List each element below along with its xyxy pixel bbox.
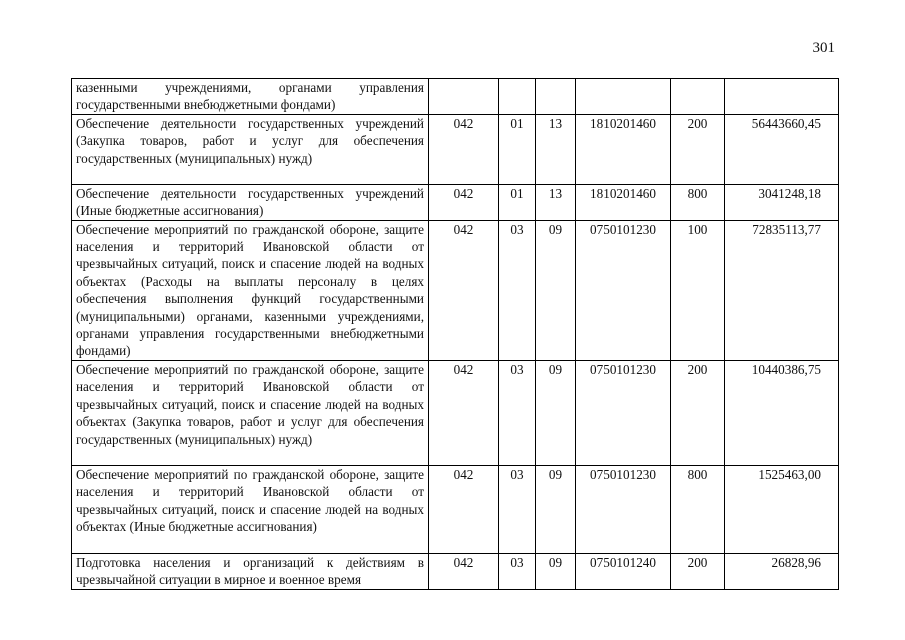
- row-type: 200: [671, 114, 725, 184]
- row-description: Обеспечение мероприятий по гражданской обороне, защите населения и территорий Ивановской области от чрезвычайных ситуаций, поиск и спасение людей на водных объектах (Расходы на выплаты персоналу в целях обеспечения выполнения функций государственными (муниципальными) органами, казенными учреждениями, органами управления государственными внебюджетными фондами): [72, 220, 429, 360]
- row-amount: 26828,96: [725, 553, 839, 589]
- row-code: 042: [429, 184, 499, 220]
- row-subsection: 09: [536, 465, 576, 553]
- row-target: 0750101230: [576, 465, 671, 553]
- row-amount: 1525463,00: [725, 465, 839, 553]
- row-target: 1810201460: [576, 184, 671, 220]
- row-code: 042: [429, 360, 499, 465]
- row-description: казенными учреждениями, органами управления государственными внебюджетными фондами): [72, 79, 429, 115]
- row-target: 0750101240: [576, 553, 671, 589]
- row-description: Обеспечение мероприятий по гражданской обороне, защите населения и территорий Ивановской области от чрезвычайных ситуаций, поиск и спасение людей на водных объектах (Закупка товаров, работ и услуг для обеспечения государственных (муниципальных) нужд): [72, 360, 429, 465]
- row-type: 200: [671, 360, 725, 465]
- row-code: 042: [429, 465, 499, 553]
- row-target: 0750101230: [576, 360, 671, 465]
- row-target: 1810201460: [576, 114, 671, 184]
- row-description: Обеспечение деятельности государственных учреждений (Иные бюджетные ассигнования): [72, 184, 429, 220]
- row-subsection: 09: [536, 220, 576, 360]
- row-amount: 3041248,18: [725, 184, 839, 220]
- row-subsection: 13: [536, 114, 576, 184]
- row-code: 042: [429, 220, 499, 360]
- row-subsection: 09: [536, 360, 576, 465]
- row-section: 03: [499, 553, 536, 589]
- row-section: 01: [499, 114, 536, 184]
- row-amount: 10440386,75: [725, 360, 839, 465]
- row-section: [499, 79, 536, 115]
- row-target: [576, 79, 671, 115]
- row-type: 200: [671, 553, 725, 589]
- row-amount: [725, 79, 839, 115]
- row-amount: 56443660,45: [725, 114, 839, 184]
- table-row: [72, 553, 839, 589]
- row-subsection: 13: [536, 184, 576, 220]
- row-type: 800: [671, 465, 725, 553]
- table-row: [72, 114, 839, 184]
- row-type: 100: [671, 220, 725, 360]
- row-code: 042: [429, 114, 499, 184]
- table-row: [72, 360, 839, 465]
- table-row: [72, 184, 839, 220]
- row-target: 0750101230: [576, 220, 671, 360]
- row-section: 03: [499, 360, 536, 465]
- row-type: 800: [671, 184, 725, 220]
- table-row: [72, 79, 839, 115]
- row-subsection: 09: [536, 553, 576, 589]
- row-code: [429, 79, 499, 115]
- row-subsection: [536, 79, 576, 115]
- row-section: 03: [499, 220, 536, 360]
- budget-table: [71, 78, 839, 590]
- row-description: Обеспечение деятельности государственных учреждений (Закупка товаров, работ и услуг для обеспечения государственных (муниципальных) нужд): [72, 114, 429, 184]
- row-code: 042: [429, 553, 499, 589]
- table-row: [72, 220, 839, 360]
- row-section: 03: [499, 465, 536, 553]
- row-section: 01: [499, 184, 536, 220]
- table-row: [72, 465, 839, 553]
- page-number: 301: [812, 40, 835, 56]
- row-description: Подготовка населения и организаций к действиям в чрезвычайной ситуации в мирное и военное время: [72, 553, 429, 589]
- row-description: Обеспечение мероприятий по гражданской обороне, защите населения и территорий Ивановской области от чрезвычайных ситуаций, поиск и спасение людей на водных объектах (Иные бюджетные ассигнования): [72, 465, 429, 553]
- row-type: [671, 79, 725, 115]
- row-amount: 72835113,77: [725, 220, 839, 360]
